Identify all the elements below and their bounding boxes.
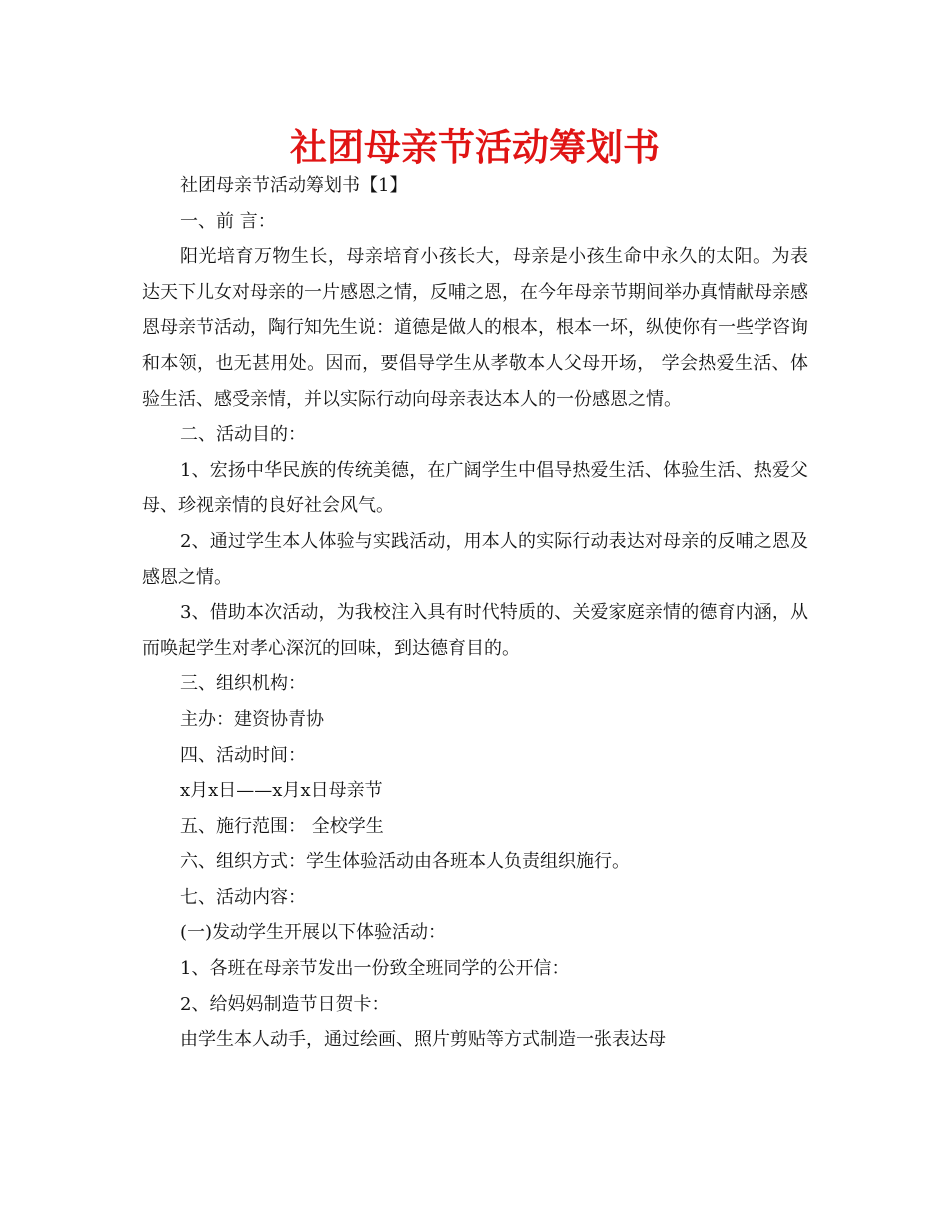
document-title: 社团母亲节活动筹划书 — [290, 126, 660, 169]
goal-item-1: 1、宏扬中华民族的传统美德，在广阔学生中倡导热爱生活、体验生活、热爱父母、珍视亲情的良好社会风气。 — [142, 459, 808, 517]
paragraph-intro: 阳光培育万物生长，母亲培育小孩长大，母亲是小孩生命中永久的太阳。为表达天下儿女对母亲的一片感恩之情，反哺之恩，在今年母亲节期间举办真情献母亲感恩母亲节活动，陶行知先生说：道德是做人的根本，根本一坏，纵使你有一些学咨询和本领，也无甚用处。因而，要倡导学生从孝敬本人父母开场， 学会热爱生活、体验生活、感受亲情，并以实际行动向母亲表达本人的一份感恩之情。 — [142, 246, 808, 410]
content-line-3: 2、给妈妈制造节日贺卡： — [180, 993, 390, 1015]
goal-item-2: 2、通过学生本人体验与实践活动，用本人的实际行动表达对母亲的反哺之恩及感恩之情。 — [142, 530, 808, 588]
method-line: 六、组织方式：学生体验活动由各班本人负责组织施行。 — [180, 851, 630, 873]
heading-time: 四、活动时间： — [180, 744, 306, 766]
organizer-line: 主办：建资协青协 — [180, 708, 324, 730]
content-line-4: 由学生本人动手，通过绘画、照片剪贴等方式制造一张表达母 — [180, 1029, 666, 1051]
content-line-2: 1、各班在母亲节发出一份致全班同学的公开信： — [180, 958, 570, 980]
subtitle: 社团母亲节活动筹划书【1】 — [180, 175, 408, 196]
goal-item-3: 3、借助本次活动，为我校注入具有时代特质的、关爱家庭亲情的德育内涵，从而唤起学生对孝心深沉的回味，到达德育目的。 — [142, 602, 808, 659]
time-value: x月x日——x月x日母亲节 — [180, 780, 383, 802]
document-body — [142, 168, 808, 1058]
heading-goals: 二、活动目的： — [180, 424, 306, 446]
heading-foreword: 一、前 言： — [180, 210, 276, 232]
heading-content: 七、活动内容： — [180, 886, 306, 908]
scope-line: 五、施行范围： 全校学生 — [180, 815, 384, 837]
content-line-1: (一)发动学生开展以下体验活动： — [180, 922, 447, 944]
heading-organization: 三、组织机构： — [180, 673, 306, 695]
